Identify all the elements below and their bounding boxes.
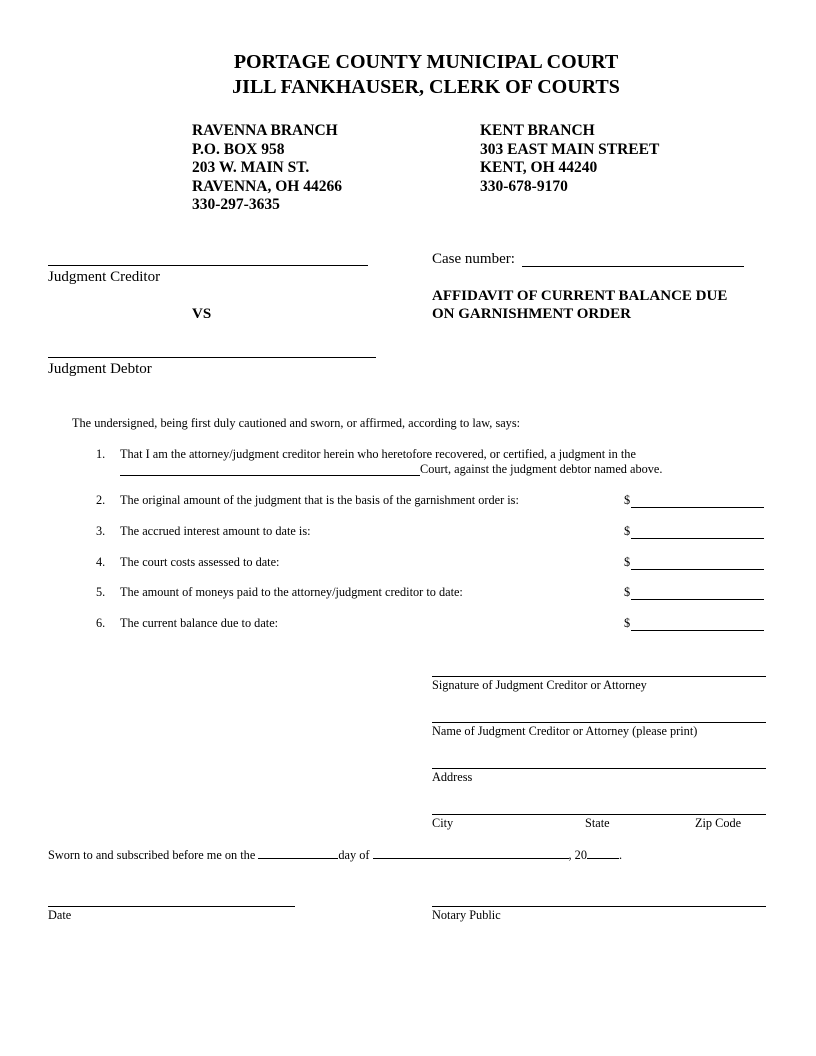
date-label: Date [48, 908, 72, 922]
sworn-year-field[interactable] [587, 847, 619, 859]
affidavit-title-line1: AFFIDAVIT OF CURRENT BALANCE DUE [432, 288, 728, 304]
currency-symbol: $ [624, 524, 631, 538]
kent-branch-line: KENT, OH 44240 [480, 159, 598, 176]
city-label: City [432, 816, 454, 830]
current-balance-field[interactable] [631, 630, 764, 631]
printed-name-label: Name of Judgment Creditor or Attorney (please print) [432, 724, 698, 738]
currency-symbol: $ [624, 585, 631, 599]
original-amount-field[interactable] [631, 507, 764, 508]
case-number-line[interactable] [522, 266, 744, 267]
printed-name-line[interactable] [432, 722, 766, 723]
kent-branch-line: 303 EAST MAIN STREET [480, 140, 660, 158]
sworn-statement [48, 847, 622, 863]
ravenna-branch-line: RAVENNA, OH 44266 [192, 177, 342, 195]
accrued-interest-field[interactable] [631, 538, 764, 539]
item-text: The accrued interest amount to date is: [120, 524, 311, 538]
sworn-day-field[interactable] [258, 847, 338, 859]
item-1-text: That I am the attorney/judgment creditor herein who heretofore recovered, or certified, a judgment in the [120, 447, 636, 461]
affidavit-title-line2: ON GARNISHMENT ORDER [432, 306, 631, 322]
notary-line[interactable] [432, 906, 766, 907]
judgment-debtor-line[interactable] [48, 357, 376, 358]
ravenna-branch-line: P.O. BOX 958 [192, 140, 285, 158]
judgment-debtor-label: Judgment Debtor [48, 361, 152, 377]
item-text: The original amount of the judgment that is the basis of the garnishment order is: [120, 493, 519, 507]
sworn-day-of: day of [338, 848, 370, 862]
moneys-paid-field[interactable] [631, 599, 764, 600]
ravenna-branch-address [192, 122, 342, 215]
item-number: 6. [96, 616, 106, 630]
item-1-suffix: Court, against the judgment debtor named above. [420, 462, 663, 476]
item-number: 1. [96, 447, 106, 461]
intro-statement: The undersigned, being first duly cautioned and sworn, or affirmed, according to law, says: [72, 416, 521, 430]
currency-symbol: $ [624, 616, 631, 630]
kent-branch-line: KENT BRANCH [480, 122, 595, 139]
court-name: PORTAGE COUNTY MUNICIPAL COURT [233, 51, 619, 73]
sworn-end: . [618, 848, 623, 862]
notary-label: Notary Public [432, 908, 501, 922]
court-costs-field[interactable] [631, 569, 764, 570]
judgment-creditor-line[interactable] [48, 265, 368, 266]
ravenna-branch-line: 203 W. MAIN ST. [192, 159, 310, 176]
ravenna-branch-line: RAVENNA BRANCH [192, 122, 338, 139]
sworn-year-prefix: , 20 [568, 848, 587, 862]
versus-label: VS [192, 306, 212, 322]
address-label: Address [432, 770, 473, 784]
ravenna-branch-line: 330-297-3635 [192, 196, 280, 213]
city-state-zip-line[interactable] [432, 814, 766, 815]
date-line[interactable] [48, 906, 295, 907]
item-text: The amount of moneys paid to the attorney/judgment creditor to date: [120, 585, 463, 599]
signature-line[interactable] [432, 676, 766, 677]
judgment-creditor-label: Judgment Creditor [48, 269, 161, 285]
item-number: 5. [96, 585, 106, 599]
item-text: The court costs assessed to date: [120, 555, 280, 569]
currency-symbol: $ [624, 493, 631, 507]
currency-symbol: $ [624, 555, 631, 569]
kent-branch-address [480, 122, 659, 196]
kent-branch-line: 330-678-9170 [480, 177, 568, 195]
item-text: The current balance due to date: [120, 616, 279, 630]
item-number: 3. [96, 524, 106, 538]
clerk-name: JILL FANKHAUSER, CLERK OF COURTS [232, 76, 620, 98]
item-number: 4. [96, 555, 106, 569]
sworn-prefix: Sworn to and subscribed before me on the [48, 848, 256, 862]
sworn-month-field[interactable] [373, 847, 569, 859]
address-line[interactable] [432, 768, 766, 769]
signature-label: Signature of Judgment Creditor or Attorney [432, 678, 647, 692]
court-name-line[interactable] [120, 475, 420, 476]
zip-code-label: Zip Code [695, 816, 742, 830]
case-number-label: Case number: [432, 251, 515, 267]
state-label: State [585, 816, 610, 830]
item-number: 2. [96, 493, 106, 507]
